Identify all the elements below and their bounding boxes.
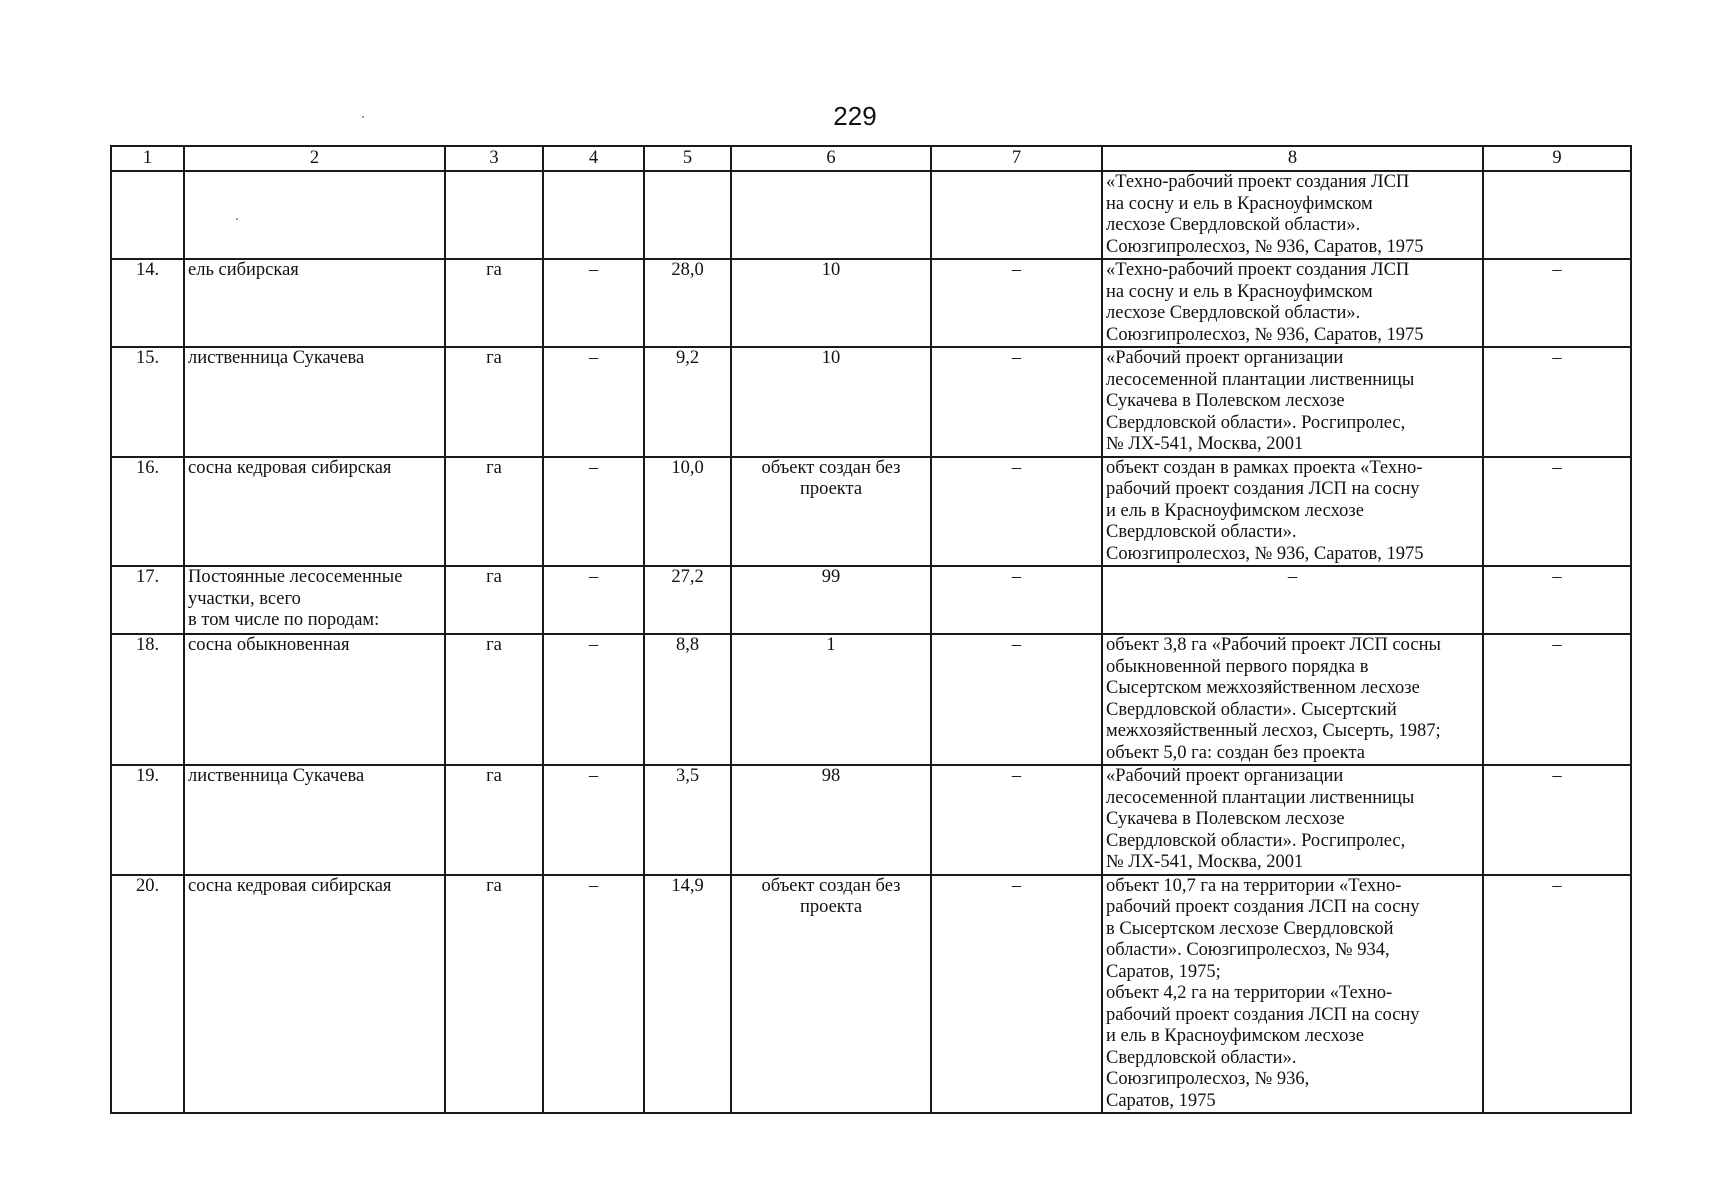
column-6-cell <box>731 259 931 347</box>
column-header: 8 <box>1102 146 1483 171</box>
column-7-cell <box>931 259 1102 347</box>
cell-text: га <box>486 635 502 655</box>
cell-text: 98 <box>821 766 841 786</box>
column-4-cell <box>543 171 644 259</box>
column-6-cell <box>731 566 931 634</box>
column-9-cell <box>1483 171 1631 259</box>
cell-text: га <box>486 348 502 368</box>
cell-text: – <box>1011 766 1022 786</box>
column-9-cell <box>1483 875 1631 1114</box>
column-header: 6 <box>731 146 931 171</box>
cell-text: «Рабочий проект организации <box>1106 766 1344 786</box>
cell-text: лиственница Сукачева <box>188 348 365 368</box>
cell-text: – <box>588 567 599 587</box>
project-reference-cell <box>1102 566 1483 634</box>
cell-text: Свердловской области». Сысертский <box>1106 699 1397 720</box>
column-6-cell <box>731 171 931 259</box>
column-4-cell <box>543 566 644 634</box>
cell-text: проекта <box>799 479 863 499</box>
column-7-cell <box>931 634 1102 765</box>
cell-text: межхозяйственный лесхоз, Сысерть, 1987; <box>1106 721 1441 741</box>
project-reference-cell <box>1102 457 1483 567</box>
cell-text: 3,5 <box>675 766 700 786</box>
column-4-cell <box>543 875 644 1114</box>
area-cell <box>644 634 731 765</box>
column-header: 4 <box>543 146 644 171</box>
cell-text: Постоянные лесосеменные <box>188 567 403 587</box>
unit-cell <box>445 347 543 457</box>
area-cell <box>644 347 731 457</box>
row-number-cell <box>111 634 184 765</box>
cell-text: области». Союзгипролесхоз, № 934, <box>1106 940 1390 960</box>
cell-text: 17. <box>135 567 160 587</box>
cell-text: на сосну и ель в Красноуфимском <box>1106 193 1373 214</box>
column-header: 7 <box>931 146 1102 171</box>
cell-text: – <box>1287 567 1298 587</box>
cell-text: Союзгипролесхоз, № 936, Саратов, 1975 <box>1106 324 1424 345</box>
cell-text: Союзгипролесхоз, № 936, Саратов, 1975 <box>1106 543 1424 564</box>
table-row <box>111 457 1631 567</box>
cell-text: Сысертском межхозяйственном лесхозе <box>1106 678 1420 698</box>
species-cell <box>184 566 445 634</box>
project-reference-cell <box>1102 765 1483 875</box>
cell-text: Саратов, 1975; <box>1106 961 1221 982</box>
cell-text: объект создан без <box>761 875 901 896</box>
cell-text: Свердловской области». Росгипролес, <box>1106 830 1406 851</box>
table-row <box>111 347 1631 457</box>
cell-text: рабочий проект создания ЛСП на сосну <box>1106 1004 1420 1025</box>
cell-text: – <box>588 766 599 786</box>
cell-text: – <box>1552 875 1562 896</box>
species-cell <box>184 765 445 875</box>
cell-text: 8,8 <box>675 635 700 655</box>
project-reference-cell <box>1102 347 1483 457</box>
species-cell <box>184 875 445 1114</box>
cell-text: лесхозе Свердловской области». <box>1106 215 1361 235</box>
table-row <box>111 259 1631 347</box>
row-number-cell <box>111 347 184 457</box>
row-number-cell <box>111 765 184 875</box>
table-row <box>111 634 1631 765</box>
cell-text: объект 5,0 га: создан без проекта <box>1106 742 1365 763</box>
column-6-cell <box>731 457 931 567</box>
cell-text: лесхозе Свердловской области». <box>1106 303 1361 323</box>
cell-text: 28,0 <box>671 260 704 280</box>
cell-text: – <box>588 457 599 478</box>
cell-text: 9,2 <box>675 348 700 368</box>
cell-text: «Техно-рабочий проект создания ЛСП <box>1106 260 1410 280</box>
row-number-cell <box>111 171 184 259</box>
cell-text: объект 4,2 га на территории «Техно- <box>1106 983 1393 1003</box>
cell-text: 18. <box>135 635 160 655</box>
species-cell <box>184 457 445 567</box>
area-cell <box>644 171 731 259</box>
cell-text: 20. <box>135 875 160 896</box>
column-7-cell <box>931 171 1102 259</box>
cell-text: объект 3,8 га «Рабочий проект ЛСП сосны <box>1106 635 1441 655</box>
row-number-cell <box>111 259 184 347</box>
cell-text: Сукачева в Полевском лесхозе <box>1106 391 1345 411</box>
cell-text: – <box>1011 260 1022 280</box>
cell-text: объект 10,7 га на территории «Техно- <box>1106 875 1402 896</box>
species-cell <box>184 347 445 457</box>
seed-plot-table <box>110 145 1632 1114</box>
table-header-row <box>111 146 1631 171</box>
area-cell <box>644 259 731 347</box>
cell-text: и ель в Красноуфимском лесхозе <box>1106 1026 1364 1046</box>
cell-text: 1 <box>826 635 836 655</box>
cell-text: лиственница Сукачева <box>188 766 365 786</box>
cell-text: – <box>1552 567 1562 587</box>
cell-text: га <box>486 260 502 280</box>
unit-cell <box>445 171 543 259</box>
cell-text: – <box>1552 348 1562 368</box>
cell-text: № ЛХ-541, Москва, 2001 <box>1106 852 1304 872</box>
cell-text: – <box>1011 348 1022 368</box>
scan-speck <box>362 116 364 118</box>
cell-text: Союзгипролесхоз, № 936, <box>1106 1069 1310 1089</box>
cell-text: в Сысертском лесхозе Свердловской <box>1106 918 1394 939</box>
column-6-cell <box>731 875 931 1114</box>
area-cell <box>644 566 731 634</box>
project-reference-cell <box>1102 171 1483 259</box>
cell-text: – <box>588 260 599 280</box>
cell-text: 10,0 <box>671 457 704 478</box>
unit-cell <box>445 765 543 875</box>
cell-text: «Техно-рабочий проект создания ЛСП <box>1106 172 1410 192</box>
unit-cell <box>445 566 543 634</box>
table-row <box>111 875 1631 1114</box>
cell-text: 19. <box>135 766 160 786</box>
column-9-cell <box>1483 566 1631 634</box>
cell-text: – <box>588 635 599 655</box>
column-6-cell <box>731 765 931 875</box>
project-reference-cell <box>1102 634 1483 765</box>
column-4-cell <box>543 259 644 347</box>
column-4-cell <box>543 347 644 457</box>
cell-text: – <box>588 348 599 368</box>
column-7-cell <box>931 347 1102 457</box>
cell-text: 14. <box>135 260 160 280</box>
cell-text: га <box>486 457 502 478</box>
cell-text: лесосеменной плантации лиственницы <box>1106 787 1415 808</box>
project-reference-cell <box>1102 259 1483 347</box>
area-cell <box>644 457 731 567</box>
cell-text: – <box>1552 635 1562 655</box>
column-header: 1 <box>111 146 184 171</box>
species-cell <box>184 259 445 347</box>
cell-text: 10 <box>821 348 841 368</box>
cell-text: Свердловской области». <box>1106 1047 1297 1068</box>
cell-text: – <box>1011 567 1022 587</box>
cell-text: лесосеменной плантации лиственницы <box>1106 369 1415 390</box>
cell-text: участки, всего <box>188 588 301 609</box>
column-7-cell <box>931 457 1102 567</box>
species-cell <box>184 634 445 765</box>
column-7-cell <box>931 765 1102 875</box>
column-header: 3 <box>445 146 543 171</box>
column-header: 2 <box>184 146 445 171</box>
area-cell <box>644 875 731 1114</box>
cell-text: сосна кедровая сибирская <box>188 875 392 896</box>
column-header: 9 <box>1483 146 1631 171</box>
column-9-cell <box>1483 347 1631 457</box>
cell-text: № ЛХ-541, Москва, 2001 <box>1106 434 1304 454</box>
table-row <box>111 765 1631 875</box>
column-4-cell <box>543 765 644 875</box>
column-9-cell <box>1483 259 1631 347</box>
cell-text: Свердловской области». Росгипролес, <box>1106 412 1406 433</box>
row-number-cell <box>111 457 184 567</box>
cell-text: рабочий проект создания ЛСП на сосну <box>1106 897 1420 917</box>
cell-text: 14,9 <box>671 875 704 896</box>
cell-text: – <box>1011 635 1022 655</box>
cell-text: ель сибирская <box>188 260 299 280</box>
unit-cell <box>445 634 543 765</box>
cell-text: – <box>1552 766 1562 786</box>
cell-text: – <box>1552 260 1562 280</box>
column-6-cell <box>731 347 931 457</box>
column-7-cell <box>931 566 1102 634</box>
unit-cell <box>445 875 543 1114</box>
cell-text: сосна обыкновенная <box>188 635 350 655</box>
cell-text: объект создан в рамках проекта «Техно- <box>1106 457 1423 478</box>
column-9-cell <box>1483 457 1631 567</box>
cell-text: Союзгипролесхоз, № 936, Саратов, 1975 <box>1106 236 1424 257</box>
column-4-cell <box>543 457 644 567</box>
cell-text: обыкновенной первого порядка в <box>1106 656 1369 677</box>
column-7-cell <box>931 875 1102 1114</box>
row-number-cell <box>111 875 184 1114</box>
cell-text: рабочий проект создания ЛСП на сосну <box>1106 479 1420 499</box>
cell-text: – <box>588 875 599 896</box>
cell-text: – <box>1011 457 1022 478</box>
unit-cell <box>445 259 543 347</box>
cell-text: в том числе по породам: <box>188 610 380 630</box>
cell-text: объект создан без <box>761 457 901 478</box>
cell-text: Саратов, 1975 <box>1106 1090 1216 1111</box>
page-number: 229 <box>833 101 877 131</box>
column-9-cell <box>1483 634 1631 765</box>
species-cell <box>184 171 445 259</box>
cell-text: 15. <box>135 348 160 368</box>
unit-cell <box>445 457 543 567</box>
cell-text: «Рабочий проект организации <box>1106 348 1344 368</box>
cell-text: 16. <box>135 457 160 478</box>
cell-text: га <box>486 875 502 896</box>
column-6-cell <box>731 634 931 765</box>
table-row <box>111 566 1631 634</box>
cell-text: проекта <box>799 897 863 917</box>
column-9-cell <box>1483 765 1631 875</box>
area-cell <box>644 765 731 875</box>
cell-text: сосна кедровая сибирская <box>188 457 392 478</box>
cell-text: Свердловской области». <box>1106 522 1297 542</box>
cell-text: – <box>1552 457 1562 478</box>
cell-text: 10 <box>821 260 841 280</box>
cell-text: Сукачева в Полевском лесхозе <box>1106 809 1345 829</box>
cell-text: 27,2 <box>671 567 704 587</box>
cell-text: 99 <box>821 567 841 587</box>
cell-text: и ель в Красноуфимском лесхозе <box>1106 500 1364 521</box>
project-reference-cell <box>1102 875 1483 1114</box>
row-number-cell <box>111 566 184 634</box>
column-4-cell <box>543 634 644 765</box>
column-header: 5 <box>644 146 731 171</box>
cell-text: – <box>1011 875 1022 896</box>
cell-text: на сосну и ель в Красноуфимском <box>1106 281 1373 302</box>
table-row <box>111 171 1631 259</box>
cell-text: га <box>486 567 502 587</box>
cell-text: га <box>486 766 502 786</box>
